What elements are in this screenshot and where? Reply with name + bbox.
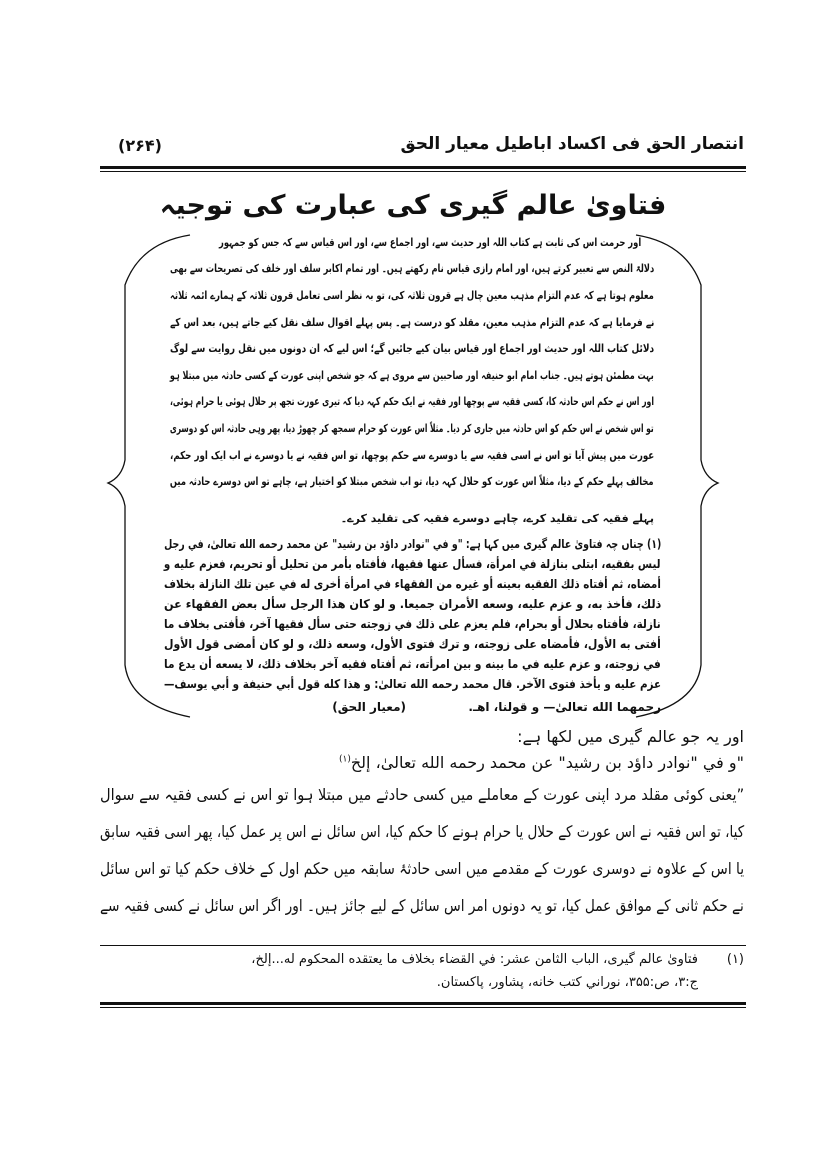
box-urdu-line: عورت میں پیش آیا تو اس نے اسی فقیہ سے یا دوسرے سے حکم پوچھا، تو اس فقیہ نے یا دوسرے نے اب ایک اور حکم، [169, 449, 654, 462]
box-arabic-line: (۱) چناں چہ فتاویٰ عالم گیری میں کہا ہے: "و في "نوادر داؤد بن رشيد" عن محمد رحمه الله تعالىٰ، في رجل [163, 537, 661, 551]
section-title: فتاویٰ عالم گیری کی عبارت کی توجیہ [159, 190, 667, 221]
footnote-marker: (۱) [726, 952, 744, 967]
body-line: کیا، تو اس فقیہ نے اس عورت کے حلال یا حرام ہونے کا حکم کیا، اس سائل نے اس پر عمل کیا، پھر اسی فقیہ سابق [99, 822, 744, 841]
box-arabic-line: نازلة، فأفتاه بحلال أو بحرام، فلم يعزم على ذلك في زوجته حتى سأل فقيها آخر، فأفتى بخلاف ما [164, 617, 661, 631]
box-urdu-line: مخالف پہلے حکم کے دیا، مثلاً اس عورت کو حلال کہہ دیا، تو اب شخص مبتلا کو اختیار ہے، چاہے تو اس دوسرے حادثہ میں [170, 475, 654, 488]
footer-rule-thick [100, 1002, 746, 1005]
quote-text: "و في "نوادر داؤد بن رشيد" عن محمد رحمه الله تعالىٰ، إلخ [350, 753, 744, 772]
footnote-ref[interactable]: (۱) [338, 754, 351, 765]
box-arabic-line: أفتى به الأول، فأمضاه على زوجته، و ترك فتوى الأول، وسعه ذلك، و لو كان أمضى قول الأول [164, 637, 661, 651]
box-arabic-line: أمضاه، ثم أفتاه ذلك الفقيه بعينه أو غيره من الفقهاء في امرأة أخرى له في عين تلك النازلة بخلاف [164, 577, 661, 591]
box-arabic-line: في زوجته، و عزم عليه في ما بينه و بين امرأته، ثم أفتاه فقيه آخر بخلاف ذلك، لا يسعه أن يدع ما [164, 657, 661, 671]
box-urdu-line: اور اس نے حکم اس حادثہ کا، کسی فقیہ سے پوچھا اور فقیہ نے ایک حکم کہہ دیا کہ تیری عورت تجھ پر حلال ہوئی یا حرام ہوئی، [170, 395, 654, 408]
page-number: (۲۶۴) [118, 136, 162, 155]
footnote-line-1: فتاویٰ عالم گیری، الباب الثامن عشر: في القضاء بخلاف ما يعتقده المحكوم له...إلخ، [251, 952, 698, 967]
box-arabic-line: ذلك، فأخذ به، و عزم عليه، وسعه الأمران جميعا. و لو كان هذا الرجل سأل بعض الفقهاء عن [163, 597, 661, 611]
book-title: انتصار الحق فی اکساد اباطیل معیار الحق [400, 134, 744, 154]
header-rule-thick [100, 166, 746, 169]
box-urdu-line: تو اس شخص نے اس حکم کو اس حادثہ میں جاری کر دیا۔ مثلاً اس عورت کو حرام سمجھ کر چھوڑ دیا، پھر وہی حادثہ اس کو دوسری [170, 422, 654, 435]
body-quote [339, 753, 744, 772]
box-arabic-last-line: رحمهما الله تعالىٰ— و قولنا، اهـ. [468, 700, 661, 714]
box-urdu-line: دلالۃ النص سے تعبیر کرتے ہیں، اور امام رازی قیاس نام رکھتے ہیں۔ اور تمام اکابر سلف اور خلف کی تصریحات سے بھی [169, 262, 654, 275]
box-urdu-line: بہت مطمئن ہوتے ہیں۔ جناب امام ابو حنیفہ اور صاحبین سے مروی ہے کہ جو شخص اپنی عورت کے کسی حادثہ میں مبتلا ہو [170, 369, 654, 382]
box-urdu-line: معلوم ہوتا ہے کہ عدم التزام مذہب معین چال ہے قرون ثلاثہ کی، تو بہ نظر اسی تعامل قرون ثلاثہ کے ہمارے ائمہ ثلاثہ [170, 289, 654, 302]
box-urdu-line: دلائل کتاب اللہ اور حدیث اور اجماع اور قیاس بیان کیے جائیں گے؛ اس لیے کہ ان دونوں میں نقل روایت سے لوگ [169, 342, 654, 355]
box-arabic-line: ليس بفقيه، ابتلى بنازلة في امرأة، فسأل عنها فقيها، فأفتاه بأمر من تحليل أو تحريم، فعزم عليه و [164, 557, 661, 571]
box-urdu-line: اور حرمت اس کی ثابت ہے کتاب اللہ اور حدیث سے، اور اجماع سے، اور اس قیاس سے کہ جس کو جمہور [218, 236, 641, 249]
body-line: یا اس کے علاوہ نے دوسری عورت کے مقدمے میں اسی حادثۂ سابقہ میں حکم اول کے خلاف حکم کیا تو اس سائل [99, 859, 744, 878]
box-source: (معیار الحق) [332, 700, 406, 714]
body-intro: اور یہ جو عالم گیری میں لکھا ہے: [517, 727, 744, 746]
body-line: نے حکم ثانی کے موافق عمل کیا، تو یہ دونوں امر اس سائل کے لیے جائز ہیں۔ اور اگر اس سائل نے کسی فقیہ سے [100, 896, 744, 915]
box-arabic-line: عزم عليه و يأخذ فتوى الآخر. قال محمد رحمه الله تعالىٰ: و هذا كله قول أبي حنيفة و أبي يوسف— [163, 677, 661, 691]
box-line-last: پہلے فقیہ کی تقلید کرے، چاہے دوسرے فقیہ کی تقلید کرے۔ [340, 512, 654, 525]
box-urdu-line: نے فرمایا ہے کہ عدم التزام مذہب معین، مقلد کو درست ہے۔ پس پہلے اقوال سلف نقل کیے جاتے ہیں، بعد اس کے [169, 316, 654, 329]
footnote-rule [100, 945, 746, 946]
header-rule-thin [100, 171, 746, 172]
footer-rule-thin [100, 1007, 746, 1008]
body-line: ”یعنی کوئی مقلد مرد اپنی عورت کے معاملے میں کسی حادثے میں مبتلا ہوا تو اس نے کسی فقیہ سے سوال [99, 785, 744, 804]
footnote-line-2: ج:۳، ص:۳۵۵، نوراني كتب خانه، پشاور، پاکستان. [436, 975, 698, 990]
